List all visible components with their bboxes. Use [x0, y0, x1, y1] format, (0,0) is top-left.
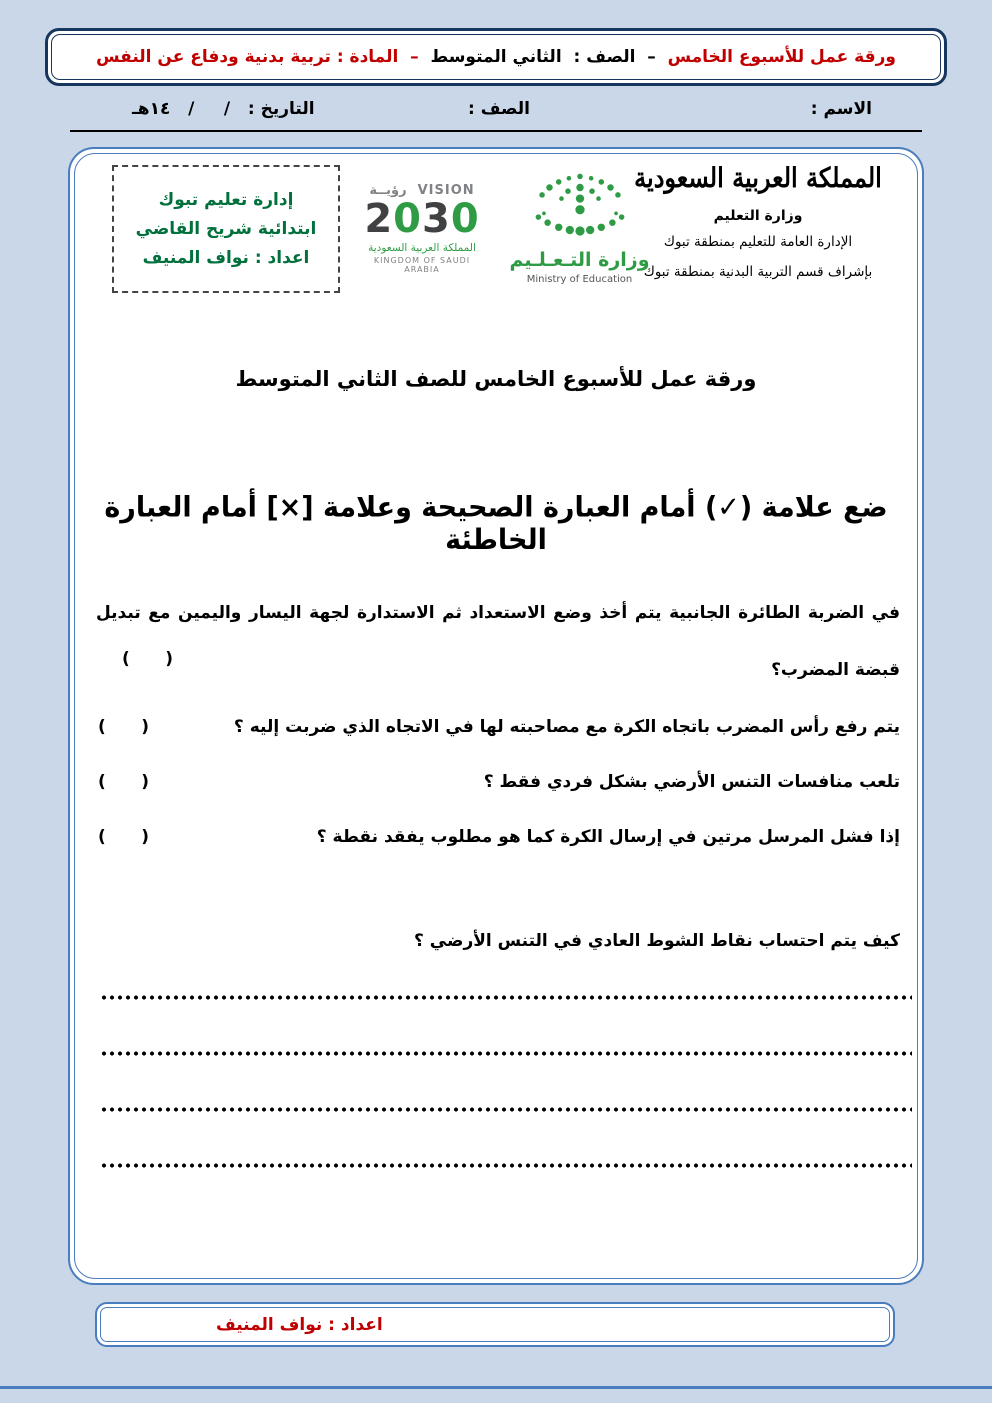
footer-prepared-by: اعداد : نواف المنيف [216, 1314, 383, 1335]
class-label: الصف : [468, 99, 530, 119]
question-2-text: يتم رفع رأس المضرب باتجاه الكرة مع مصاحبته لها في الاتجاه الذي ضربت إليه ؟ [233, 717, 900, 737]
vision-wordmark: VISION رؤيــة [369, 183, 475, 198]
vision-kingdom-arabic: المملكة العربية السعودية [368, 242, 476, 254]
open-question-text: كيف يتم احتساب نقاط الشوط العادي في التنس الأرضي ؟ [414, 931, 900, 951]
school-prepared-by: اعداد : نواف المنيف [142, 248, 310, 268]
header-class: الصف : الثاني المتوسط [430, 47, 636, 67]
instruction-heading: ضع علامة (✓) أمام العبارة الصحيحة وعلامة [×] أمام العبارة الخاطئة [104, 491, 888, 557]
answer-dotted-line [100, 994, 912, 1001]
name-label: الاسم : [810, 99, 872, 119]
ministry-name: وزارة التعليم [713, 208, 803, 224]
vision-digit: 0 [393, 196, 422, 242]
header-worksheet-title: ورقة عمل للأسبوع الخامس [667, 47, 896, 67]
official-letterhead [608, 163, 908, 280]
ministry-of-education-logo [507, 169, 652, 285]
moe-wordmark-english: Ministry of Education [526, 274, 633, 285]
saudi-emblem-icon: المملكة العربية السعودية [634, 161, 882, 194]
vision-digit: 2 [364, 196, 394, 242]
question-4-answer-blank: ( ) [98, 827, 150, 847]
answer-dotted-line [100, 1106, 912, 1113]
header-separator: – [635, 47, 668, 67]
school-info-box [112, 165, 340, 293]
date-label: التاريخ : / / ١٤هـ [132, 99, 315, 119]
header-subject: المادة : تربية بدنية ودفاع عن النفس [96, 47, 399, 67]
question-row [98, 822, 900, 852]
footer-bar [95, 1302, 895, 1347]
question-1-answer-blank: ( ) [122, 649, 174, 669]
worksheet-title: ورقة عمل للأسبوع الخامس للصف الثاني المتوسط [235, 367, 757, 391]
question-3-text: تلعب منافسات التنس الأرضي بشكل فردي فقط ؟ [483, 772, 900, 792]
question-row [98, 712, 900, 742]
vision-digit: 0 [450, 196, 480, 242]
moe-wordmark-arabic: وزارة التـعـلـيم [509, 249, 650, 271]
answer-dotted-line [100, 1050, 912, 1057]
page-bottom-rule [0, 1386, 992, 1389]
supervision-department: بإشراف قسم التربية البدنية بمنطقة تبوك [643, 264, 873, 280]
school-name: ابتدائية شريح القاضي [135, 219, 317, 239]
answer-dotted-line [100, 1162, 912, 1169]
header-separator: – [398, 47, 431, 67]
school-admin: إدارة تعليم تبوك [158, 190, 294, 210]
footer-bar-inner-border [100, 1307, 890, 1342]
question-3-answer-blank: ( ) [98, 772, 150, 792]
vision-year [356, 198, 488, 240]
question-2-answer-blank: ( ) [98, 717, 150, 737]
top-header-text [51, 34, 941, 80]
question-row [98, 767, 900, 797]
vision-kingdom-english: KINGDOM OF SAUDI ARABIA [373, 256, 471, 274]
top-header-bar [45, 28, 947, 86]
vision-digit: 3 [422, 196, 451, 242]
vision-2030-logo [356, 183, 488, 274]
question-1-text: في الضربة الطائرة الجانبية يتم أخذ وضع الاستعداد ثم الاستدارة لجهة اليسار واليمين مع تبديل قبضة المضرب؟ [96, 603, 900, 680]
moe-palm-book-icon [510, 169, 650, 243]
question-4-text: إذا فشل المرسل مرتين في إرسال الكرة كما هو مطلوب يفقد نقطة ؟ [316, 827, 900, 847]
education-administration: الإدارة العامة للتعليم بمنطقة تبوك [663, 234, 853, 250]
content-frame [68, 147, 924, 1285]
header-divider-line [70, 130, 922, 132]
